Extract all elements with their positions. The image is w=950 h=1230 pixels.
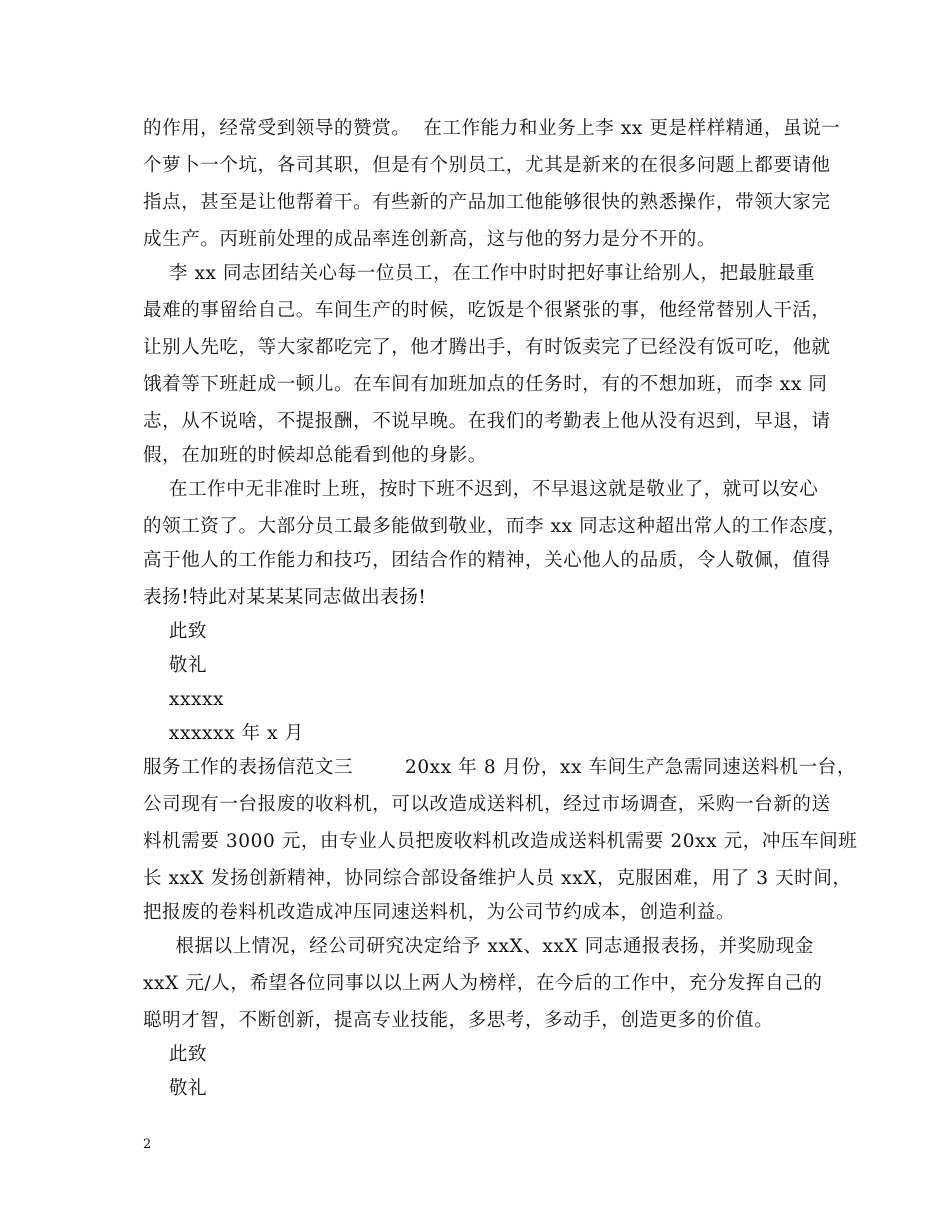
text-line: 根据以上情况，经公司研究决定给予 xxX、xxX 同志通报表扬，并奖励现金 xyxy=(143,936,814,957)
text-line: 长 xxX 发扬创新精神，协同综合部设备维护人员 xxX，克服困难，用了 3 天时间， xyxy=(143,868,852,889)
text-line: 在工作中无非准时上班，按时下班不迟到，不早退这就是敬业了，就可以安心 xyxy=(143,479,819,500)
signature-line: xxxxx xyxy=(143,689,225,710)
text-line: 李 xx 同志团结关心每一位员工，在工作中时时把好事让给别人，把最脏最重 xyxy=(143,263,816,284)
text-line: 聪明才智，不断创新，提高专业技能，多思考，多动手，创造更多的价值。 xyxy=(143,1010,774,1031)
text-line: 高于他人的工作能力和技巧，团结合作的精神，关心他人的品质，令人敬佩，值得 xyxy=(143,550,831,571)
text-line: 的作用，经常受到领导的赞赏。 在工作能力和业务上李 xx 更是样样精通，虽说一 xyxy=(143,118,841,139)
text-line: 个萝卜一个坑，各司其职，但是有个别员工，尤其是新来的在很多问题上都要请他 xyxy=(143,155,831,176)
text-line: 假，在加班的时候却总能看到他的身影。 xyxy=(143,445,487,466)
text-line: 让别人先吃，等大家都吃完了，他才腾出手，有时饭卖完了已经没有饭可吃，他就 xyxy=(143,337,831,358)
text-line: xxX 元/人，希望各位同事以以上两人为榜样，在今后的工作中，充分发挥自己的 xyxy=(143,973,823,994)
text-line: 的领工资了。大部分员工最多能做到敬业，而李 xx 同志这种超出常人的工作态度， xyxy=(143,516,847,537)
date-line: xxxxxx 年 x 月 xyxy=(143,723,304,744)
text-line: 最难的事留给自己。车间生产的时候，吃饭是个很紧张的事，他经常替别人干活， xyxy=(143,300,831,321)
text-line: 料机需要 3000 元，由专业人员把废收料机改造成送料机需要 20xx 元，冲压车间班 xyxy=(143,831,858,852)
text-line: 公司现有一台报废的收料机，可以改造成送料机，经过市场调查，采购一台新的送 xyxy=(143,794,831,815)
text-line: 成生产。丙班前处理的成品率连创新高，这与他的努力是分不开的。 xyxy=(143,229,717,250)
page-number: 2 xyxy=(143,1137,152,1152)
closing-line: 此致 xyxy=(143,621,208,642)
text-line: 把报废的卷料机改造成冲压同速送料机，为公司节约成本，创造利益。 xyxy=(143,902,736,923)
text-line: 指点，甚至是让他帮着干。有些新的产品加工他能够很快的熟悉操作，带领大家完 xyxy=(143,192,831,213)
text-line: 饿着等下班赶成一顿儿。在车间有加班加点的任务时，有的不想加班，而李 xx 同 xyxy=(143,374,828,395)
text-line: 表扬!特此对某某某同志做出表扬! xyxy=(143,587,427,608)
closing-line: 此致 xyxy=(143,1044,208,1065)
section-heading-line: 服务工作的表扬信范文三 20xx 年 8 月份，xx 车间生产急需同速送料机一台， xyxy=(143,757,856,778)
closing-line: 敬礼 xyxy=(143,655,208,676)
closing-line: 敬礼 xyxy=(143,1078,208,1099)
text-line: 志，从不说啥，不提报酬，不说早晚。在我们的考勤表上他从没有迟到，早退，请 xyxy=(143,411,831,432)
